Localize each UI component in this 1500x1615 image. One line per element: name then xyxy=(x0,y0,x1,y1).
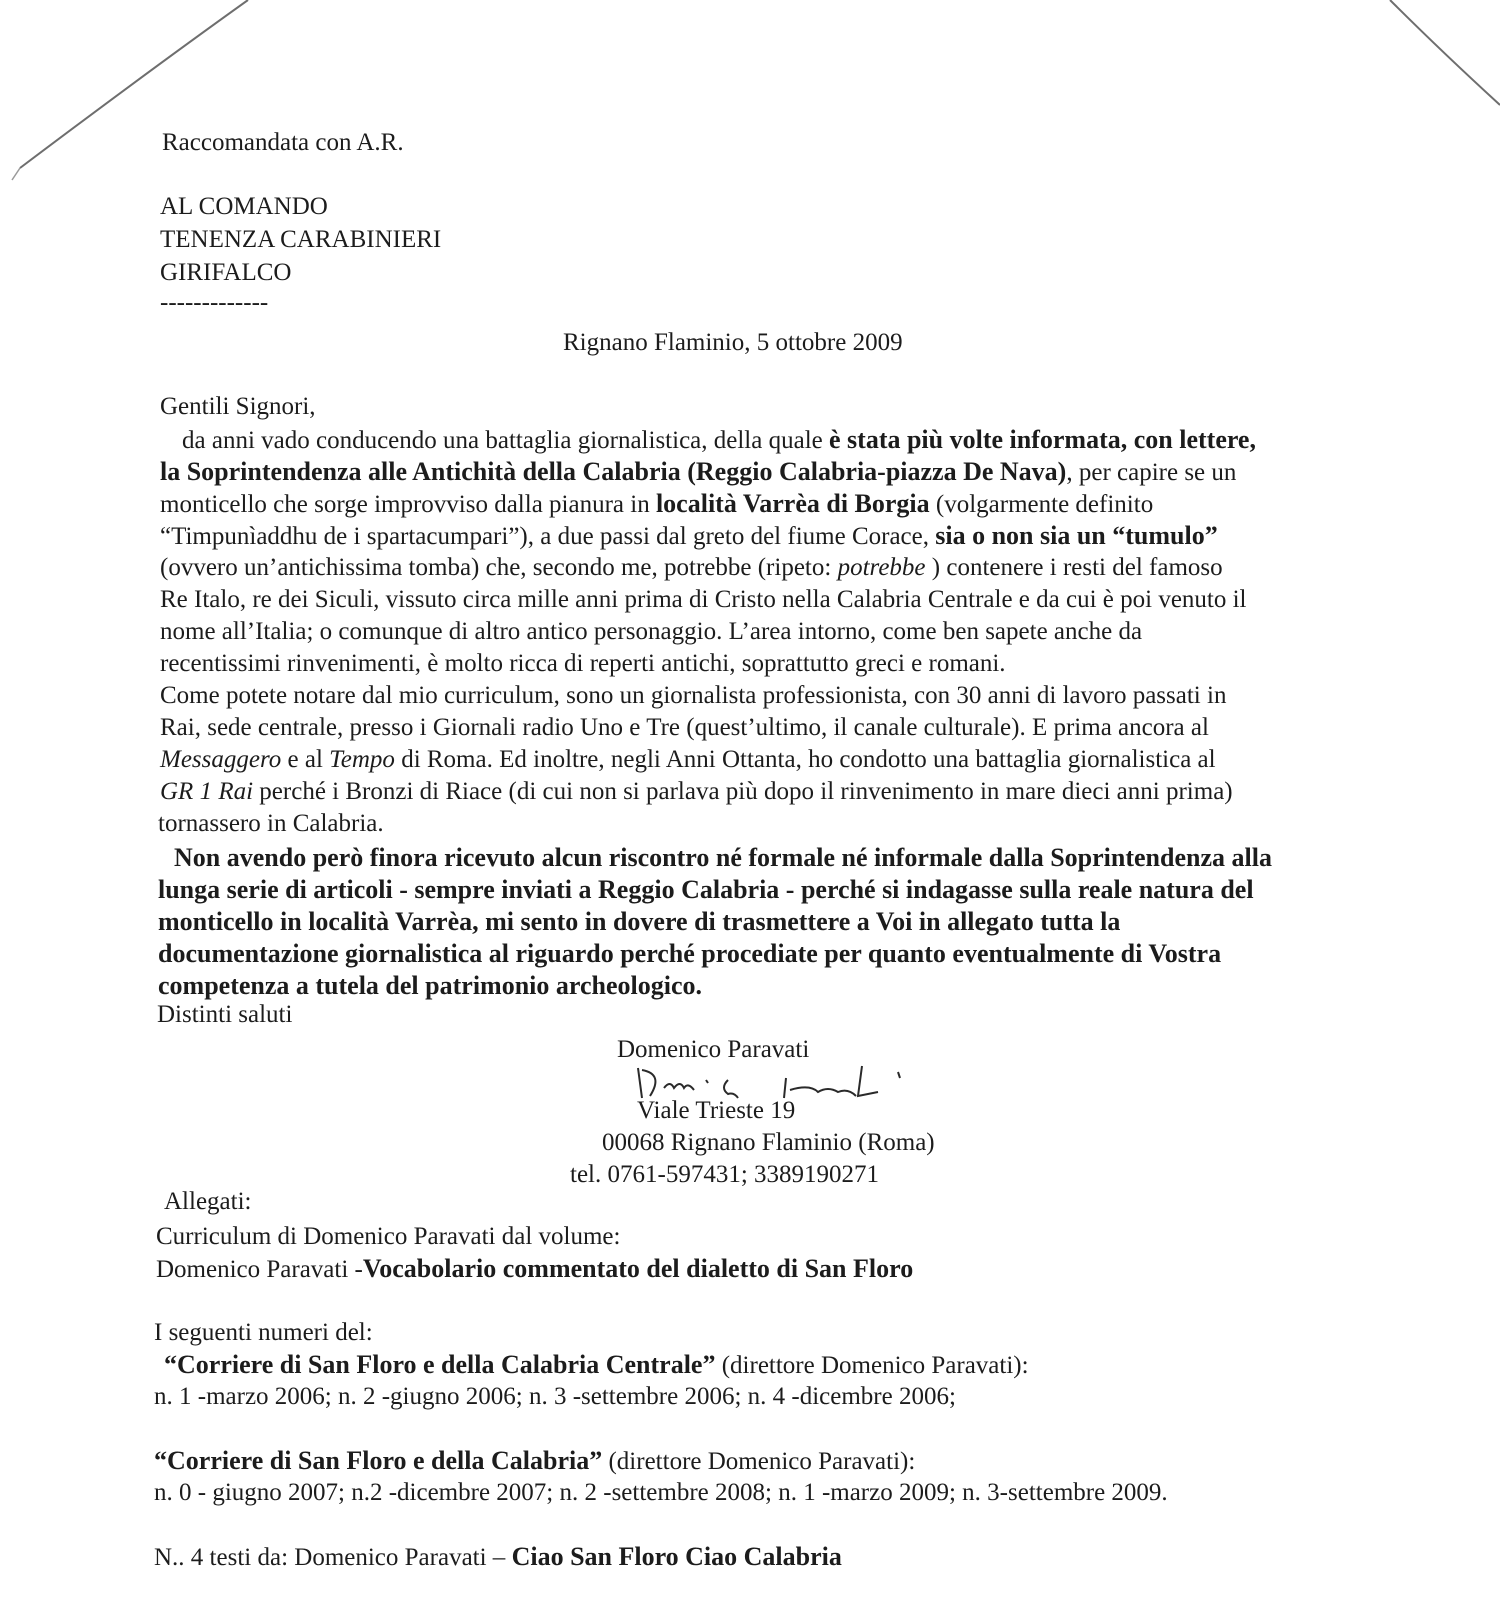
body-line: monticello che sorge improvviso dalla pianura in località Varrèa di Borgia (volgarmente definito xyxy=(160,489,1154,518)
body-line: Come potete notare dal mio curriculum, sono un giornalista professionista, con 30 anni di lavoro passati in xyxy=(160,682,1227,709)
body-line: la Soprintendenza alle Antichità della Calabria (Reggio Calabria-piazza De Nava), per capire se un xyxy=(160,457,1237,486)
bold-line: documentazione giornalistica al riguardo perché procediate per quanto eventualmente di Vostra xyxy=(158,939,1222,968)
sender-address: Viale Trieste 19 xyxy=(637,1097,796,1124)
newspaper-1-issues: n. 1 -marzo 2006; n. 2 -giugno 2006; n. 3 -settembre 2006; n. 4 -dicembre 2006; xyxy=(154,1383,956,1410)
attachment-cv: Curriculum di Domenico Paravati dal volume: xyxy=(156,1223,621,1250)
registered-mail-note: Raccomandata con A.R. xyxy=(162,129,404,156)
body-line: “Timpunìaddhu de i spartacumpari”), a due passi dal greto del fiume Corace, sia o non sia un “tumulo” xyxy=(160,521,1218,550)
newspaper-1: “Corriere di San Floro e della Calabria Centrale” (direttore Domenico Paravati): xyxy=(164,1350,1029,1379)
attachment-vocabulary: Domenico Paravati -Vocabolario commentato del dialetto di San Floro xyxy=(156,1254,914,1283)
sender-name: Domenico Paravati xyxy=(617,1036,810,1063)
recipient-line-1: AL COMANDO xyxy=(160,193,328,220)
attachments-heading: Allegati: xyxy=(164,1188,252,1215)
body-line: GR 1 Rai perché i Bronzi di Riace (di cui non si parlava più dopo il rinvenimento in mare dieci anni prima) xyxy=(160,778,1233,805)
place-date: Rignano Flaminio, 5 ottobre 2009 xyxy=(563,329,903,356)
body-line: Messaggero e al Tempo di Roma. Ed inoltre, negli Anni Ottanta, ho condotto una battaglia giornalistica al xyxy=(160,746,1216,773)
sender-city: 00068 Rignano Flaminio (Roma) xyxy=(602,1129,935,1156)
issues-intro: I seguenti numeri del: xyxy=(154,1319,373,1346)
bold-line: lunga serie di articoli - sempre inviati a Reggio Calabria - perché si indagasse sulla reale natura del xyxy=(158,875,1254,904)
body-line: nome all’Italia; o comunque di altro antico personaggio. L’area intorno, come ben sapete anche da xyxy=(160,618,1143,645)
bold-line: monticello in località Varrèa, mi sento in dovere di trasmettere a Voi in allegato tutta la xyxy=(158,907,1121,936)
body-line: da anni vado conducendo una battaglia giornalistica, della quale è stata più volte informata, con lettere, xyxy=(182,425,1256,454)
body-line: Re Italo, re dei Siculi, vissuto circa mille anni prima di Cristo nella Calabria Centrale e da cui è poi venuto il xyxy=(160,586,1247,613)
salutation: Gentili Signori, xyxy=(160,393,316,420)
bold-line: Non avendo però finora ricevuto alcun riscontro né formale né informale dalla Soprintendenza alla xyxy=(174,843,1272,872)
sender-phone: tel. 0761-597431; 3389190271 xyxy=(570,1161,880,1188)
body-line: (ovvero un’antichissima tomba) che, secondo me, potrebbe (ripeto: potrebbe ) contenere i resti del famoso xyxy=(160,554,1223,581)
body-line: Rai, sede centrale, presso i Giornali radio Uno e Tre (quest’ultimo, il canale culturale). E prima ancora al xyxy=(160,714,1209,741)
bold-line: competenza a tutela del patrimonio archeologico. xyxy=(158,971,702,1000)
body-line: tornassero in Calabria. xyxy=(158,810,384,837)
body-line: recentissimi rinvenimenti, è molto ricca di reperti antichi, soprattutto greci e romani. xyxy=(160,650,1006,677)
newspaper-2: “Corriere di San Floro e della Calabria” (direttore Domenico Paravati): xyxy=(154,1446,916,1475)
recipient-line-3: GIRIFALCO xyxy=(160,259,292,286)
recipient-line-2: TENENZA CARABINIERI xyxy=(160,226,442,253)
separator: ------------- xyxy=(160,289,269,316)
newspaper-2-issues: n. 0 - giugno 2007; n.2 -dicembre 2007; n. 2 -settembre 2008; n. 1 -marzo 2009; n. 3-settembre 2009. xyxy=(154,1479,1168,1506)
attachment-texts: N.. 4 testi da: Domenico Paravati – Ciao San Floro Ciao Calabria xyxy=(154,1542,842,1571)
closing: Distinti saluti xyxy=(157,1001,293,1028)
